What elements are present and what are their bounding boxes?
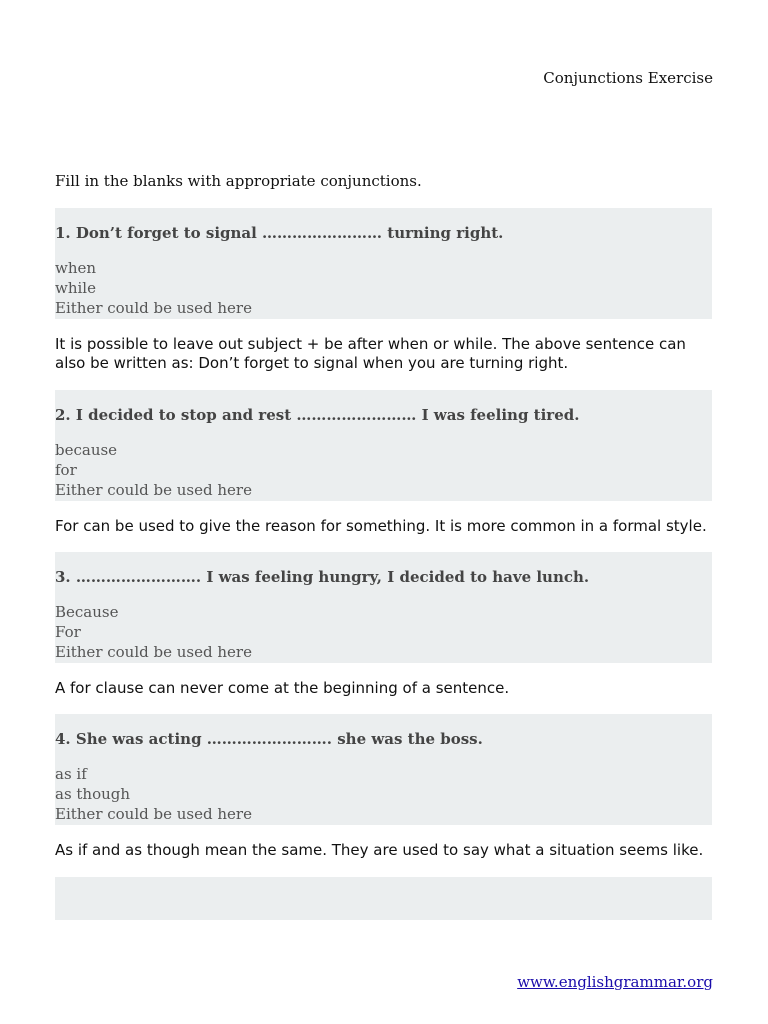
answer-option[interactable]: as if xyxy=(55,765,87,783)
page-title: Conjunctions Exercise xyxy=(543,69,713,87)
answer-option[interactable]: Because xyxy=(55,603,119,621)
answer-option[interactable]: because xyxy=(55,441,118,459)
question-box-4 xyxy=(55,714,712,825)
answer-option[interactable]: while xyxy=(55,279,96,297)
answer-option[interactable]: Either could be used here xyxy=(55,481,252,499)
answer-option[interactable]: for xyxy=(55,461,77,479)
answer-option[interactable]: when xyxy=(55,259,97,277)
answer-option[interactable]: For xyxy=(55,623,81,641)
question-text: 4. She was acting ……………………. she was the boss. xyxy=(55,730,483,748)
answer-explanation: For can be used to give the reason for something. It is more common in a formal style. xyxy=(55,517,707,535)
question-text: 2. I decided to stop and rest …………………… I was feeling tired. xyxy=(55,406,580,424)
question-text: 1. Don’t forget to signal …………………… turning right. xyxy=(55,224,504,242)
question-text: 3. ……………………. I was feeling hungry, I decided to have lunch. xyxy=(55,568,590,586)
question-box-5 xyxy=(55,877,712,920)
question-box-2 xyxy=(55,390,712,501)
question-box-3 xyxy=(55,552,712,663)
answer-option[interactable]: Either could be used here xyxy=(55,805,252,823)
answer-explanation: A for clause can never come at the beginning of a sentence. xyxy=(55,679,510,697)
question-box-1 xyxy=(55,208,712,319)
answer-option[interactable]: Either could be used here xyxy=(55,643,252,661)
answer-explanation: As if and as though mean the same. They are used to say what a situation seems like. xyxy=(55,841,704,859)
instructions: Fill in the blanks with appropriate conjunctions. xyxy=(55,172,422,190)
footer-link[interactable]: www.englishgrammar.org xyxy=(517,973,713,991)
answer-option[interactable]: Either could be used here xyxy=(55,299,252,317)
answer-option[interactable]: as though xyxy=(55,785,131,803)
answer-explanation: It is possible to leave out subject + be after when or while. The above sentence can also be written as: Don’t forget to signal when you are turning right. xyxy=(55,335,686,372)
